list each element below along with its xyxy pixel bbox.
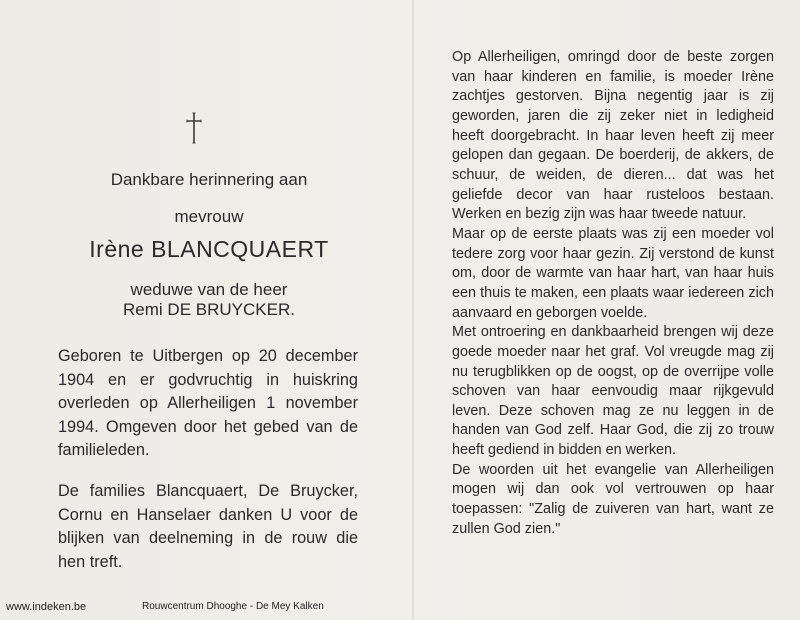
thanks-paragraph: De families Blancquaert, De Bruycker, Cornu en Hanselaer danken U voor de blijken van deelneming in de rouw die hen treft. <box>58 482 358 571</box>
birth-death-paragraph: Geboren te Uitbergen op 20 december 1904 en er godvruchtig in huiskring overleden op Allerheiligen 1 november 1994. Omgeven door het gebed van de familieleden. <box>58 347 358 459</box>
widow-block <box>54 280 364 320</box>
spouse-name: Remi DE BRUYCKER. <box>123 300 295 319</box>
eulogy-paragraph-2: Maar op de eerste plaats was zij een moeder vol tedere zorg voor haar gezin. Zij verstond de kunst om, door de warmte van haar hart, van haar huis een thuis te maken, een plaats waar iedereen zich aanvaard en geborgen voelde. <box>452 225 774 321</box>
printer-credit: Rouwcentrum Dhooghe - De Mey Kalken <box>142 601 324 612</box>
eulogy-paragraph-3: Met ontroering en dankbaarheid brengen wij deze goede moeder naar het graf. Vol vreugde mag zij nu terugblikken op de oogst, op de overrijpe volle schoven van haar eenvoudig maar rijkgevuld leven. Deze schoven mag ze nu leggen in de handen van God zelf. Haar God, die zij zo trouw heeft gediend in bidden en werken. <box>452 324 774 459</box>
eulogy-paragraph-4: De woorden uit het evangelie van Allerheiligen mogen wij dan ook vol vertrouwen op haar toepassen: "Zalig de zuiveren van hart, want ze zullen God zien." <box>452 461 774 537</box>
deceased-name: Irène BLANCQUAERT <box>89 236 329 262</box>
widow-line: weduwe van de heer <box>130 280 288 299</box>
cross-icon <box>184 112 204 144</box>
intro-block <box>54 170 364 227</box>
card-fold <box>412 0 414 620</box>
site-watermark: www.indeken.be <box>6 601 87 613</box>
remembrance-line: Dankbare herinnering aan <box>110 170 308 189</box>
honorific: mevrouw <box>174 207 244 226</box>
eulogy-text <box>452 48 774 539</box>
eulogy-paragraph-1: Op Allerheiligen, omringd door de beste zorgen van haar kinderen en familie, is moeder Irène zachtjes gestorven. Bijna negentig jaar is zij geworden, jaren die zij zeker niet in ledigheid heeft doorgebracht. In haar leven heeft zij meer gelopen dan gegaan. De boerderij, de akkers, de schuur, de weiden, de dieren... dat was het geliefde decor van haar rusteloos bestaan. Werken en bezig zijn was haar tweede natuur. <box>452 49 774 223</box>
